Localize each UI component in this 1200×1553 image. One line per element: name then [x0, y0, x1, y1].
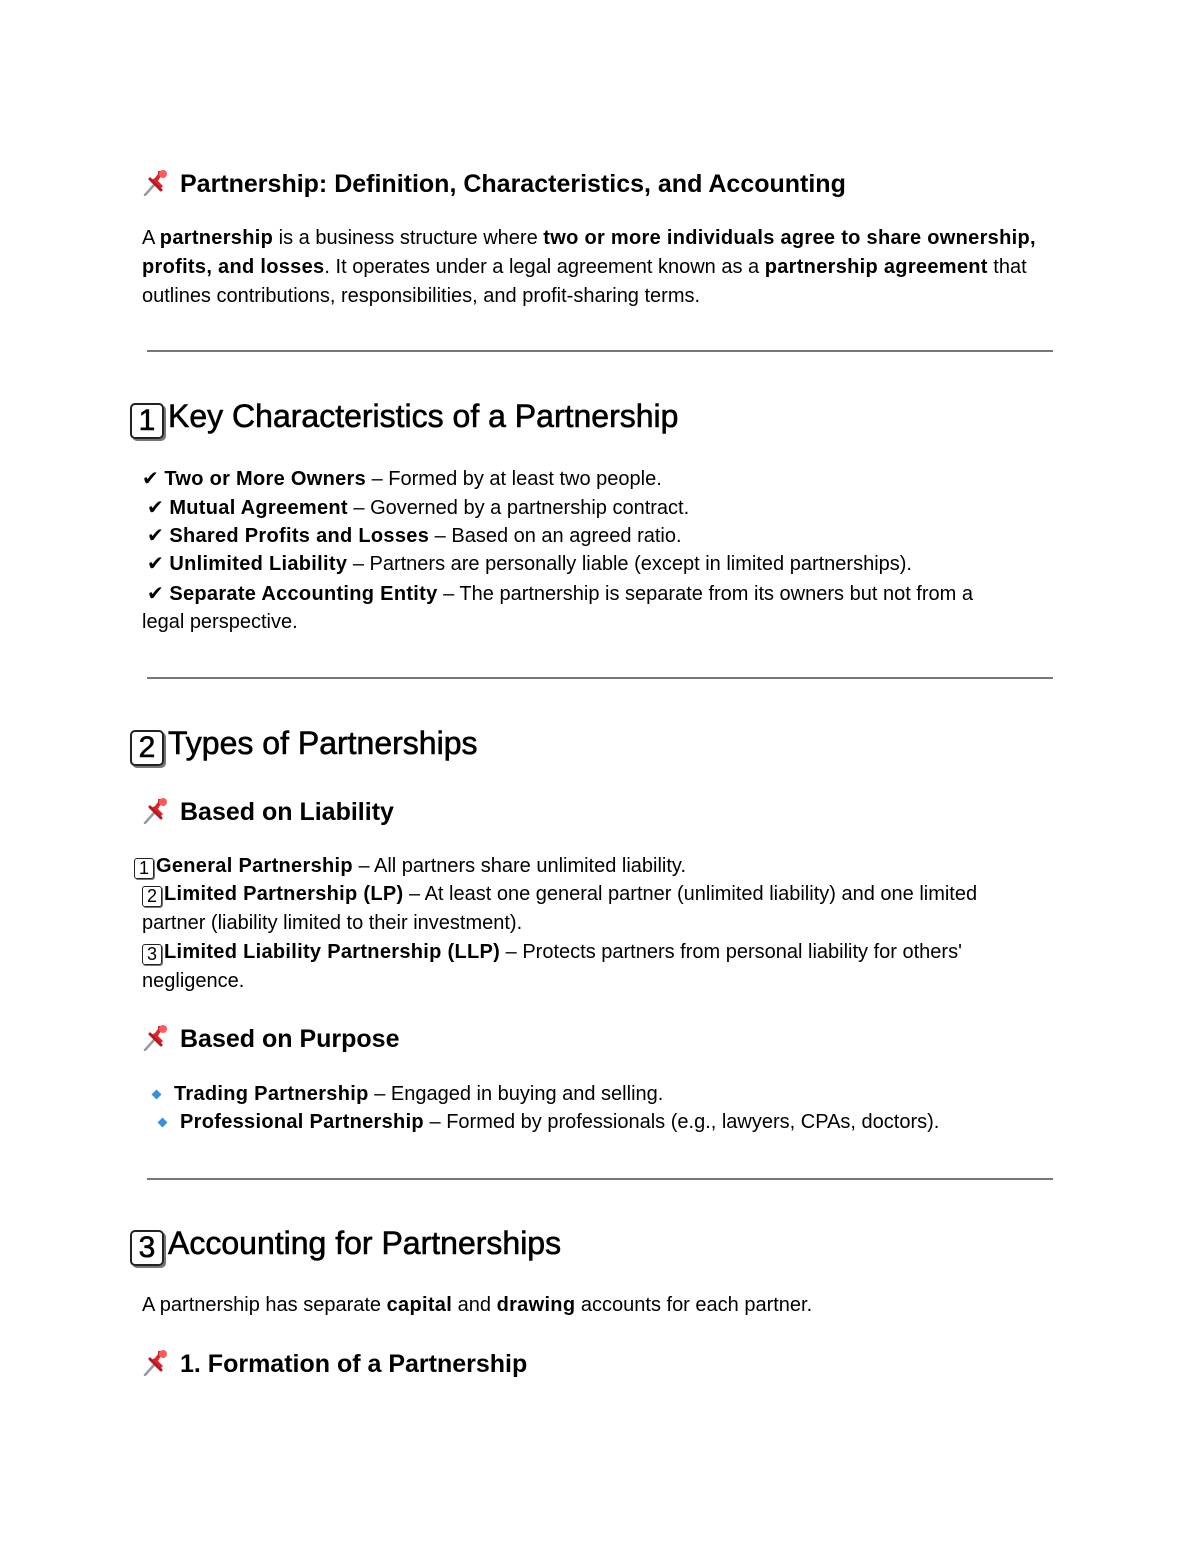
subheading-purpose: Based on Purpose [142, 1023, 400, 1054]
checkmark-icon: ✔ [147, 525, 164, 547]
divider [147, 677, 1053, 679]
divider [147, 1178, 1053, 1180]
keycap-number-icon: 2 [142, 886, 162, 907]
blue-diamond-icon [158, 1118, 168, 1128]
keycap-number-icon: 3 [142, 944, 162, 965]
list-item: ✔ Two or More Owners – Formed by at least two people. [142, 468, 662, 490]
list-item-continuation: negligence. [142, 970, 245, 992]
list-item: Professional Partnership – Formed by professionals (e.g., lawyers, CPAs, doctors). [154, 1108, 939, 1137]
subheading-formation: 1. Formation of a Partnership [142, 1348, 527, 1379]
pushpin-icon [142, 168, 172, 196]
list-item: ✔ Mutual Agreement – Governed by a partnership contract. [147, 497, 690, 519]
document-title-text: Partnership: Definition, Characteristics, and Accounting [180, 170, 846, 198]
list-item: ✔ Unlimited Liability – Partners are personally liable (except in limited partnerships). [147, 553, 912, 575]
list-item: 1 General Partnership – All partners share unlimited liability. [134, 852, 686, 881]
list-item: 3 Limited Liability Partnership (LLP) – Protects partners from personal liability for others' [142, 938, 962, 967]
list-item: Trading Partnership – Engaged in buying and selling. [148, 1080, 663, 1109]
pushpin-icon [142, 1023, 172, 1051]
section-heading-types: 2 Types of Partnerships [130, 725, 477, 766]
list-item-continuation: legal perspective. [142, 611, 298, 633]
intro-paragraph: A partnership is a business structure where two or more individuals agree to share ownership, profits, and losses. It operates under a legal agreement known as a partnership agreement that outlines contributions, responsibilities, and profit-sharing terms. [142, 227, 1036, 307]
keycap-number-icon: 1 [130, 403, 164, 439]
checkmark-icon: ✔ [147, 553, 164, 575]
list-item: ✔ Separate Accounting Entity – The partnership is separate from its owners but not from a [147, 583, 973, 605]
subheading-liability: Based on Liability [142, 796, 394, 827]
list-item: ✔ Shared Profits and Losses – Based on an agreed ratio. [147, 525, 682, 547]
blue-diamond-icon [152, 1090, 162, 1100]
section-heading-accounting: 3 Accounting for Partnerships [130, 1225, 561, 1266]
keycap-number-icon: 2 [130, 730, 164, 766]
checkmark-icon: ✔ [147, 583, 164, 605]
pushpin-icon [142, 796, 172, 824]
list-item-continuation: partner (liability limited to their investment). [142, 912, 523, 934]
document-title [142, 168, 846, 199]
keycap-number-icon: 1 [134, 858, 154, 879]
keycap-number-icon: 3 [130, 1230, 164, 1266]
divider [147, 350, 1053, 352]
checkmark-icon: ✔ [147, 497, 164, 519]
checkmark-icon: ✔ [142, 468, 159, 490]
pushpin-icon [142, 1348, 172, 1376]
section-heading-characteristics: 1 Key Characteristics of a Partnership [130, 398, 678, 439]
list-item: 2 Limited Partnership (LP) – At least one general partner (unlimited liability) and one limited [142, 880, 977, 909]
accounting-paragraph: A partnership has separate capital and drawing accounts for each partner. [142, 1294, 813, 1316]
